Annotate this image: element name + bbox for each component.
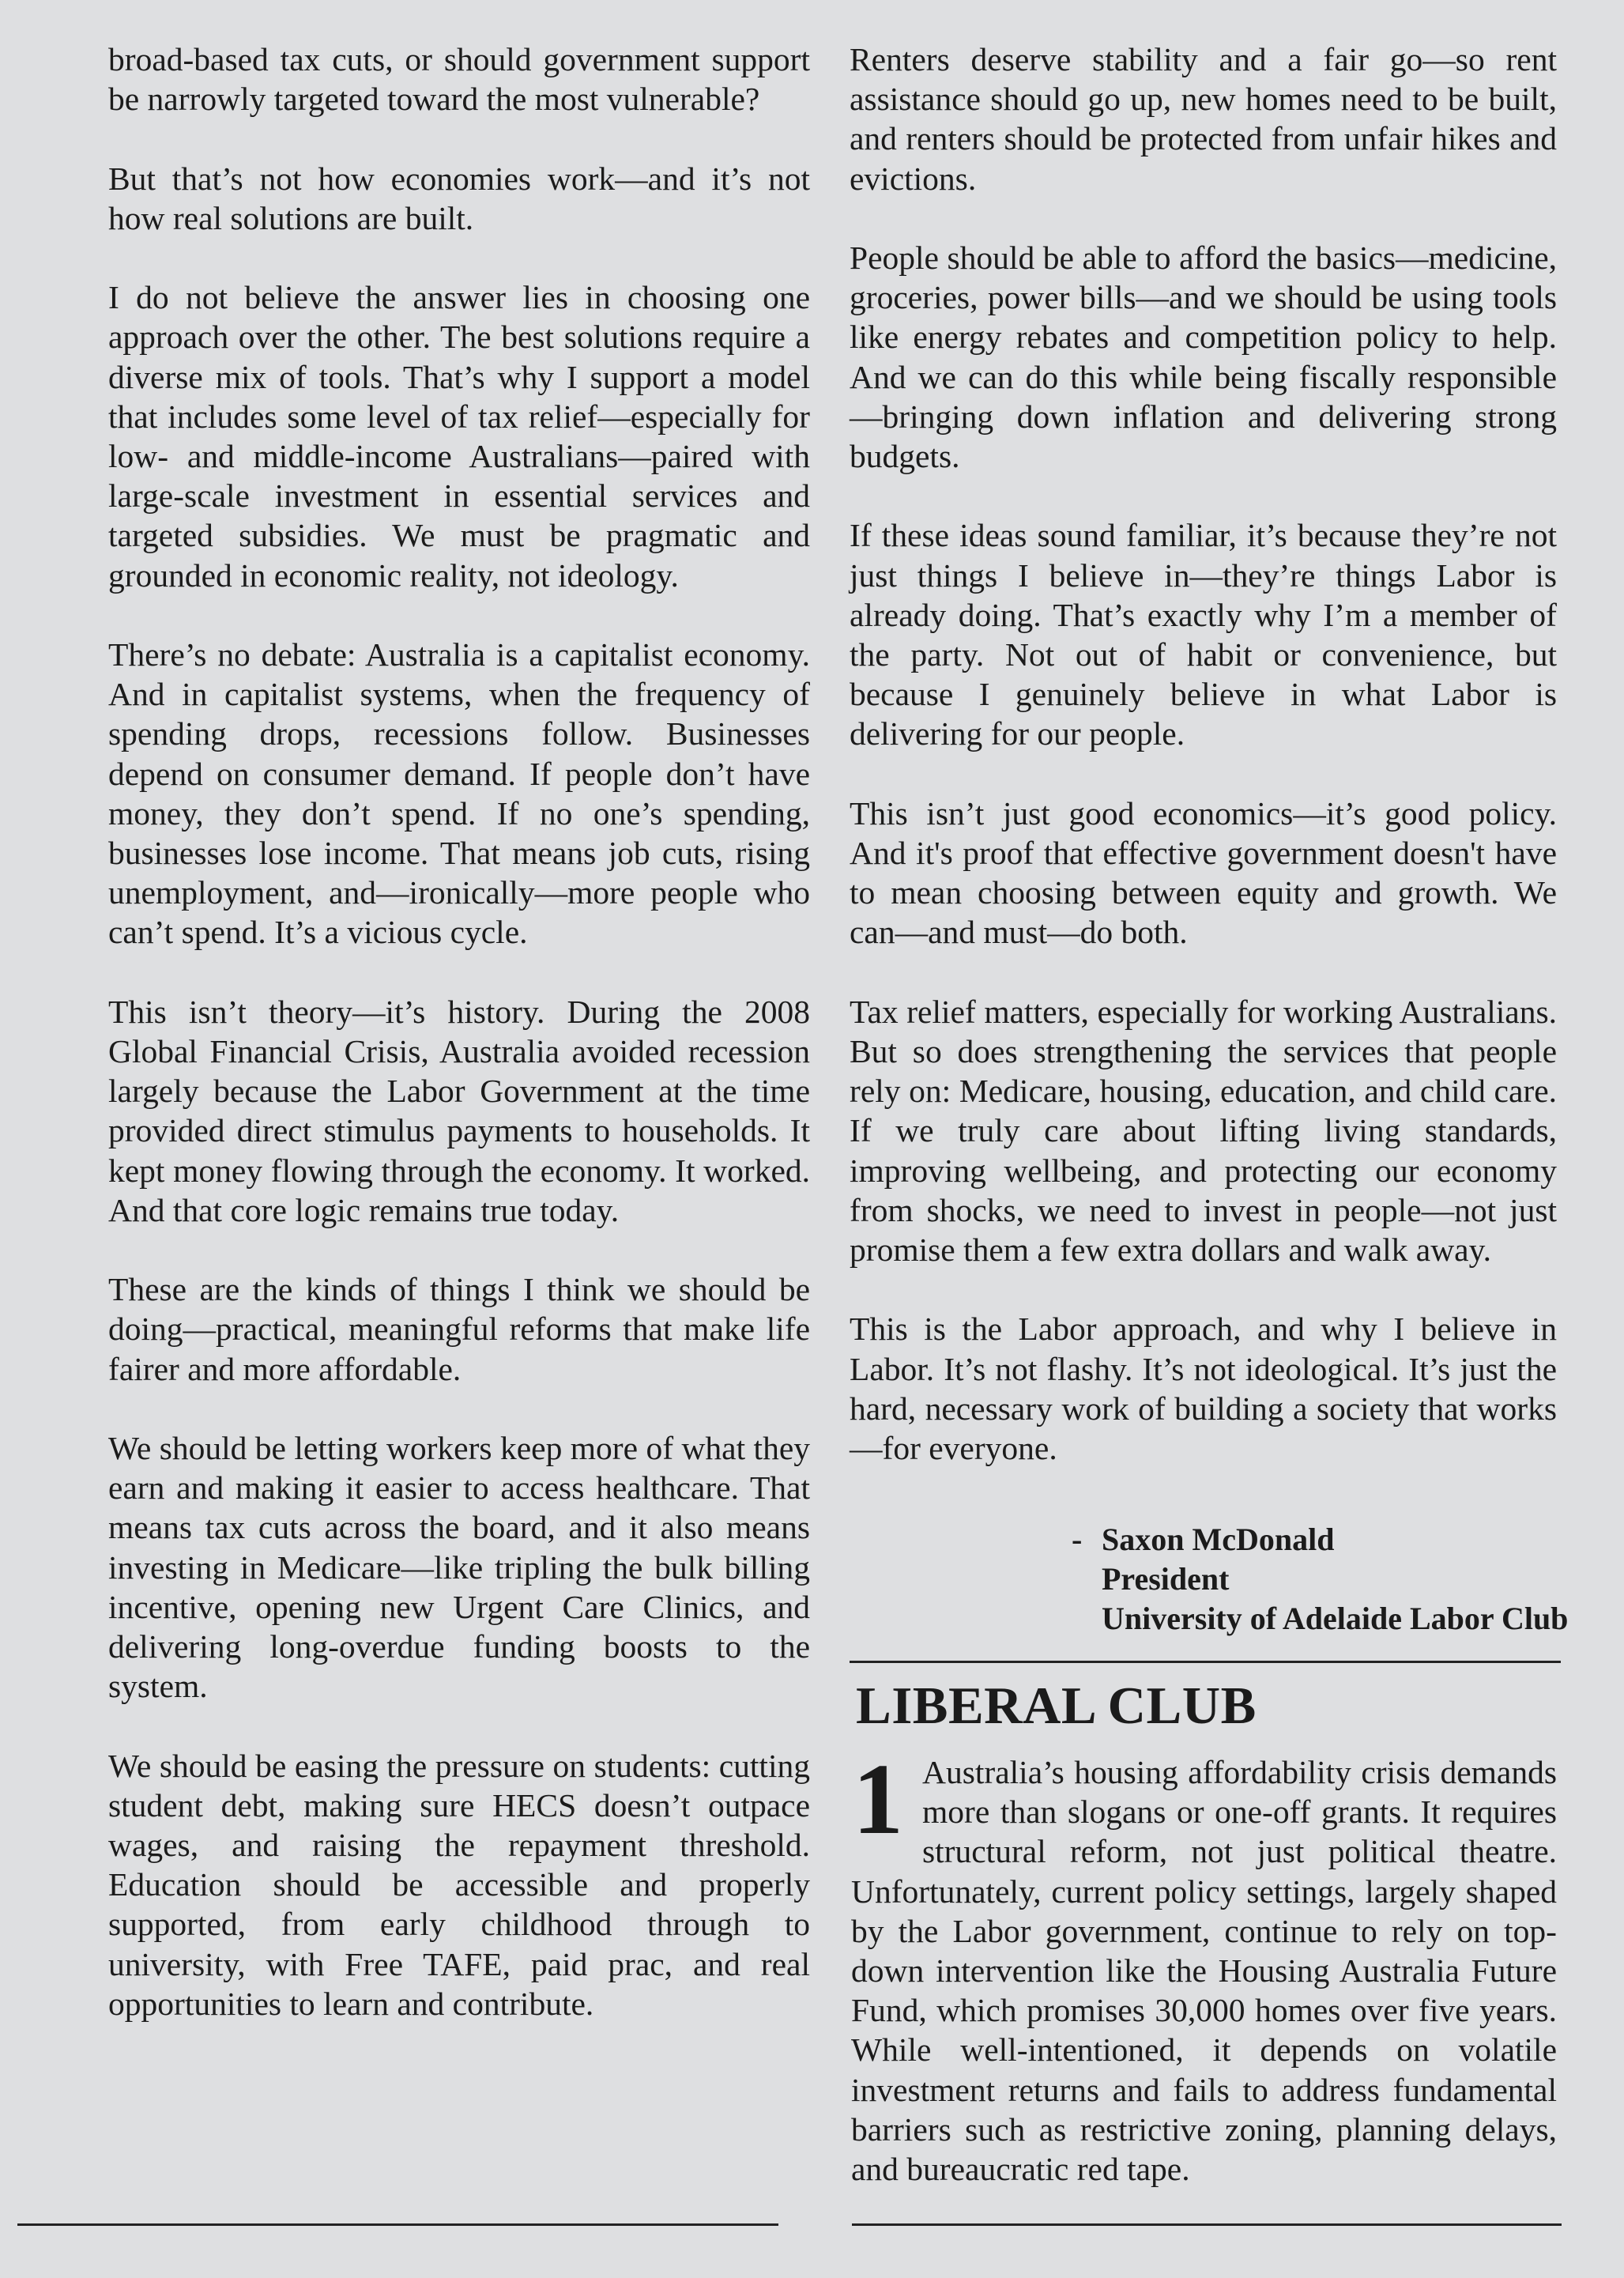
right-column	[850, 40, 1557, 1468]
author-signature	[1073, 1520, 1568, 1639]
paragraph: People should be able to afford the basics—medicine, groceries, power bills—and we should be using tools like energy rebates and competition policy to help. And we can do this while being fiscally responsible—bringing down inflation and delivering strong budgets.	[850, 239, 1557, 475]
paragraph: If these ideas sound familiar, it’s because they’re not just things I believe in—they’re things Labor is already doing. That’s exactly why I’m a member of the party. Not out of habit or convenience, but because I genuinely believe in what Labor is delivering for our people.	[850, 517, 1557, 752]
paragraph: This isn’t theory—it’s history. During the 2008 Global Financial Crisis, Australia avoided recession largely because the Labor Government at the time provided direct stimulus payments to households. It kept money flowing through the economy. It worked. And that core logic remains true today.	[108, 993, 810, 1228]
liberal-article-body	[851, 1743, 1557, 2189]
author-role: President	[1102, 1561, 1230, 1597]
paragraph: These are the kinds of things I think we should be doing—practical, meaningful reforms that make life fairer and more affordable.	[108, 1271, 810, 1387]
article-text: Australia’s housing affordability crisis demands more than slogans or one-off grants. It requires structural reform, not just political theatre. Unfortunately, current policy settings, largely shaped by the Labor government, continue to rely on top-down intervention like the Housing Australia Future Fund, which promises 30,000 homes over five years. While well-intentioned, it depends on volatile investment returns and fails to address fundamental barriers such as restrictive zoning, planning delays, and bureaucratic red tape.	[851, 1754, 1557, 2188]
section-heading: LIBERAL CLUB	[856, 1676, 1257, 1735]
paragraph: broad-based tax cuts, or should government support be narrowly targeted toward the most vulnerable?	[108, 41, 810, 118]
author-name: Saxon McDonald	[1102, 1522, 1335, 1557]
bottom-rule-right	[852, 2223, 1562, 2226]
paragraph: This is the Labor approach, and why I believe in Labor. It’s not flashy. It’s not ideological. It’s just the hard, necessary work of building a society that works—for everyone.	[850, 1311, 1557, 1467]
paragraph: I do not believe the answer lies in choosing one approach over the other. The best solutions require a diverse mix of tools. That’s why I support a model that includes some level of tax relief—especially for low- and middle-income Australians—paired with large-scale investment in essential services and targeted subsidies. We must be pragmatic and grounded in economic reality, not ideology.	[108, 279, 810, 594]
author-organisation: University of Adelaide Labor Club	[1102, 1601, 1569, 1637]
left-column	[108, 40, 810, 2023]
paragraph: We should be letting workers keep more of what they earn and making it easier to access healthcare. That means tax cuts across the board, and it also means investing in Medicare—like tripling the bulk billing incentive, opening new Urgent Care Clinics, and delivering long-overdue funding boosts to the system.	[108, 1430, 810, 1705]
drop-cap: 1	[853, 1743, 903, 1855]
section-divider	[850, 1661, 1561, 1663]
paragraph: We should be easing the pressure on students: cutting student debt, making sure HECS doesn’t outpace wages, and raising the repayment threshold. Education should be accessible and properly supported, from early childhood through to university, with Free TAFE, paid prac, and real opportunities to learn and contribute.	[108, 1747, 810, 2022]
paragraph: But that’s not how economies work—and it’s not how real solutions are built.	[108, 160, 810, 236]
signature-dash: -	[1072, 1522, 1083, 1557]
paragraph: This isn’t just good economics—it’s good policy. And it's proof that effective government doesn't have to mean choosing between equity and growth. We can—and must—do both.	[850, 794, 1557, 951]
paragraph: Renters deserve stability and a fair go—so rent assistance should go up, new homes need to be built, and renters should be protected from unfair hikes and evictions.	[850, 41, 1557, 197]
bottom-rule-left	[17, 2223, 778, 2226]
paragraph: There’s no debate: Australia is a capitalist economy. And in capitalist systems, when the frequency of spending drops, recessions follow. Businesses depend on consumer demand. If people don’t have money, they don’t spend. If no one’s spending, businesses lose income. That means job cuts, rising unemployment, and—ironically—more people who can’t spend. It’s a vicious cycle.	[108, 636, 810, 951]
signature-lines	[1102, 1520, 1568, 1639]
paragraph: Tax relief matters, especially for working Australians. But so does strengthening the services that people rely on: Medicare, housing, education, and child care. If we truly care about lifting living standards, improving wellbeing, and protecting our economy from shocks, we need to invest in people—not just promise them a few extra dollars and walk away.	[850, 993, 1557, 1269]
